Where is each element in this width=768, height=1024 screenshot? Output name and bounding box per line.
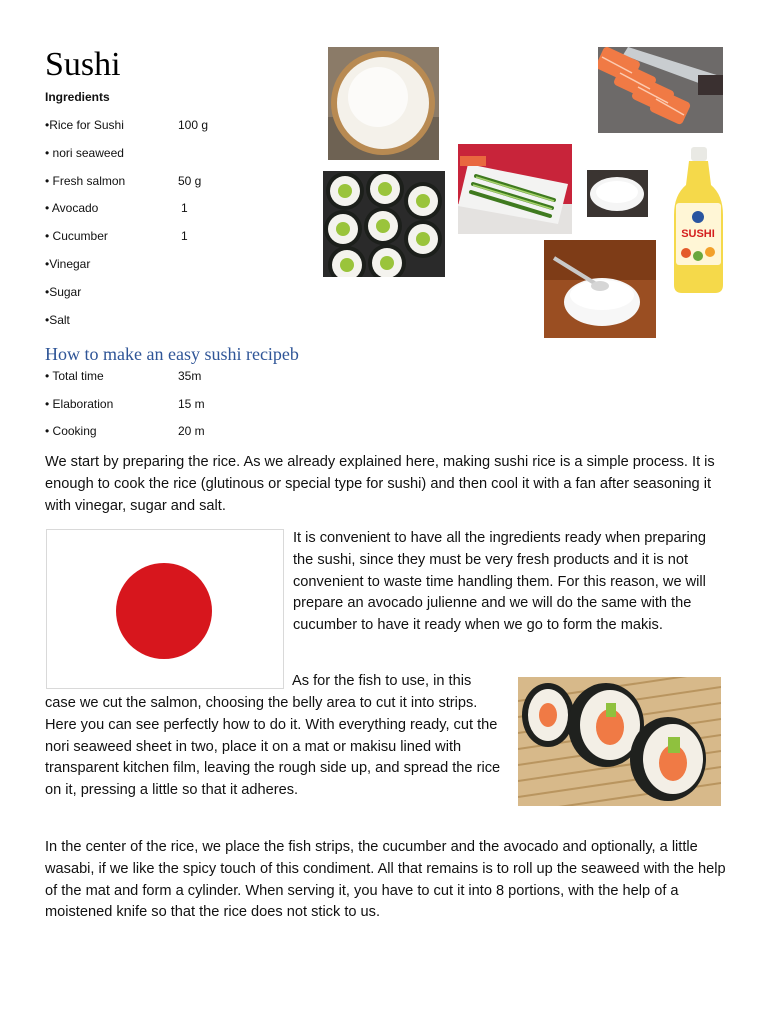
page-title: Sushi	[45, 46, 121, 83]
time-value: 15 m	[178, 396, 205, 411]
paragraph-fish-start: As for the fish to use, in this	[292, 673, 472, 689]
ingredient-name: •Vinegar	[45, 256, 91, 271]
paragraph-rice: We start by preparing the rice. As we already explained here, making sushi rice is a simple process. It is enough to cook the rice (glutinous or special type for sushi) and then cool it with a fan after seasoning it with vinegar, sugar and salt.	[45, 454, 715, 514]
ingredient-qty: 100 g	[178, 118, 209, 132]
ingredient-name: • Avocado	[45, 201, 99, 216]
bottle-label: SUSHI	[681, 228, 715, 240]
list-item	[45, 146, 245, 174]
time-value: 20 m	[178, 424, 205, 438]
ingredient-name: • Fresh salmon	[45, 173, 126, 188]
list-item	[45, 201, 245, 229]
ingredient-name: • nori seaweed	[45, 145, 124, 160]
ingredient-name: • Cucumber	[45, 229, 108, 244]
cucumber-tray-photo	[458, 144, 572, 234]
salmon-slices-photo	[598, 47, 723, 133]
japan-flag-image	[46, 529, 284, 689]
time-label: • Elaboration	[45, 396, 114, 411]
ingredient-name: •Salt	[45, 312, 70, 327]
list-item	[45, 369, 245, 397]
list-item	[45, 424, 245, 452]
ingredients-list	[45, 118, 245, 340]
paragraph-ingredients-ready: It is convenient to have all the ingredients ready when preparing the sushi, since they must be very fresh products and it is not convenient to waste time handling them. For this reason, we will prepare an avocado julienne and we will do the same with the cucumber to have it ready when we go to form the makis.	[293, 530, 706, 634]
ingredient-qty: 1	[181, 229, 188, 244]
maki-rolls-photo	[323, 171, 445, 277]
salt-bowl-photo	[587, 170, 648, 217]
list-item	[45, 285, 245, 313]
list-item	[45, 174, 245, 202]
time-label: • Total time	[45, 369, 104, 383]
rice-bowl-photo	[328, 47, 439, 160]
list-item	[45, 229, 245, 257]
howto-heading: How to make an easy sushi recipeb	[45, 344, 299, 364]
paragraph-fish: case we cut the salmon, choosing the belly area to cut it into strips. Here you can see perfectly how to do it. With everything ready, cut the nori seaweed sheet in two, place it on a mat or makisu lined with transparent kitchen film, leaving the rough side up, and spread the rice on it, pressing a little so that it adheres.	[45, 695, 501, 799]
ingredient-name: •Rice for Sushi	[45, 118, 124, 132]
list-item	[45, 313, 245, 341]
vinegar-bowl-photo	[544, 240, 656, 338]
time-label: • Cooking	[45, 424, 97, 438]
ingredient-qty: 50 g	[178, 173, 202, 188]
ingredients-heading: Ingredients	[45, 90, 110, 104]
time-list	[45, 369, 245, 452]
list-item	[45, 397, 245, 425]
list-item	[45, 118, 245, 146]
paragraph-rolling: In the center of the rice, we place the fish strips, the cucumber and the avocado and optionally, a little wasabi, if we like the spicy touch of this condiment. All that remains is to roll up the seaweed with the help of the mat and form a cylinder. When serving it, you have to cut it into 8 portions, with the help of a moistened knife so that the rice does not stick to us.	[45, 839, 726, 921]
vinegar-bottle-photo	[671, 145, 726, 295]
ingredient-name: •Sugar	[45, 284, 82, 299]
list-item	[45, 257, 245, 285]
sushi-rolls-photo	[518, 677, 721, 806]
ingredient-qty: 1	[181, 201, 188, 216]
time-value: 35m	[178, 369, 202, 383]
